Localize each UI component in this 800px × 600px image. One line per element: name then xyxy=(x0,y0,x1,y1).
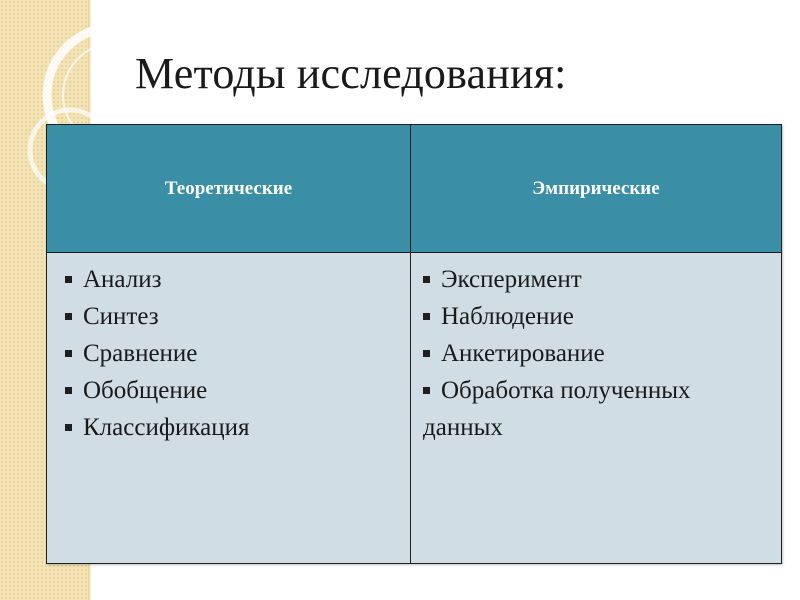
list-item: Классификация xyxy=(65,409,402,446)
empirical-list xyxy=(411,253,781,446)
bullet-icon xyxy=(65,313,72,320)
list-item: Анкетирование xyxy=(423,335,773,372)
list-item: Синтез xyxy=(65,298,402,335)
bullet-icon xyxy=(65,424,72,431)
theoretical-list xyxy=(47,253,410,446)
list-item: Обобщение xyxy=(65,372,402,409)
bullet-icon xyxy=(423,313,430,320)
bullet-icon xyxy=(423,350,430,357)
empirical-cell xyxy=(411,253,782,564)
slide-title: Методы исследования: xyxy=(135,49,567,98)
methods-table xyxy=(46,124,782,564)
table-header-row xyxy=(47,125,782,253)
bullet-icon xyxy=(423,387,430,394)
bullet-icon xyxy=(65,387,72,394)
theoretical-cell xyxy=(47,253,411,564)
list-item: Анализ xyxy=(65,261,402,298)
header-theoretical: Теоретические xyxy=(47,125,411,253)
list-item: Наблюдение xyxy=(423,298,773,335)
bullet-icon xyxy=(423,276,430,283)
list-item: Сравнение xyxy=(65,335,402,372)
bullet-icon xyxy=(65,276,72,283)
list-item: Обработка полученных данных xyxy=(423,377,691,441)
bullet-icon xyxy=(65,350,72,357)
header-empirical: Эмпирические xyxy=(411,125,782,253)
list-item: Эксперимент xyxy=(423,261,773,298)
table-body-row xyxy=(47,253,782,564)
